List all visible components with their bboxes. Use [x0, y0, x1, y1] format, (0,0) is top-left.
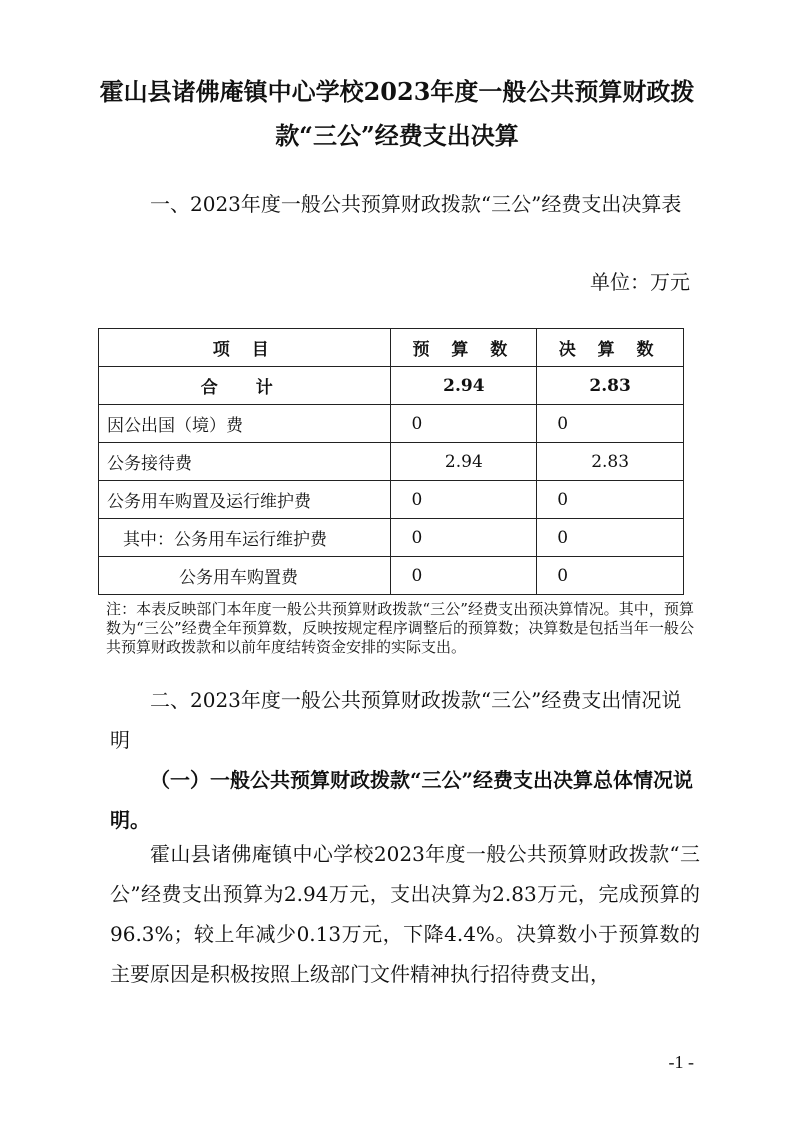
row-final: 2.83	[537, 443, 684, 481]
total-budget: 2.94	[391, 367, 537, 405]
unit-label: 单位：万元	[590, 270, 690, 294]
section1-heading: 一、2023年度一般公共预算财政拨款“三公”经费支出决算表	[150, 192, 682, 216]
total-final: 2.83	[537, 367, 684, 405]
document-title: 霍山县诸佛庵镇中心学校2023年度一般公共预算财政拨款“三公”经费支出决算	[99, 77, 695, 150]
header-budget: 预 算 数	[391, 329, 537, 367]
row-final: 0	[537, 557, 684, 595]
page-number: -1 -	[668, 1052, 694, 1072]
body-paragraph: 霍山县诸佛庵镇中心学校2023年度一般公共预算财政拨款“三公”经费支出预算为2.94万元，支出决算为2.83万元，完成预算的96.3%；较上年减少0.13万元，下降4.4%。决算数小于预算数的主要原因是积极按照上级部门文件精神执行招待费支出，	[110, 842, 700, 986]
row-budget: 0	[391, 481, 537, 519]
table-row	[99, 557, 684, 595]
row-label: 因公出国（境）费	[99, 405, 391, 443]
row-budget: 2.94	[391, 443, 537, 481]
section2-heading: 二、2023年度一般公共预算财政拨款“三公”经费支出情况说明	[110, 688, 682, 752]
row-budget: 0	[391, 557, 537, 595]
row-label: 公务用车购置费	[99, 557, 391, 595]
table-total-row	[99, 367, 684, 405]
row-final: 0	[537, 481, 684, 519]
row-label: 公务接待费	[99, 443, 391, 481]
row-budget: 0	[391, 405, 537, 443]
table-row	[99, 481, 684, 519]
table-row	[99, 519, 684, 557]
budget-table	[98, 328, 684, 595]
table-row	[99, 405, 684, 443]
row-budget: 0	[391, 519, 537, 557]
table-row	[99, 443, 684, 481]
header-item: 项 目	[99, 329, 391, 367]
total-label: 合 计	[99, 367, 391, 405]
row-final: 0	[537, 519, 684, 557]
table-header-row	[99, 329, 684, 367]
row-label: 其中：公务用车运行维护费	[99, 519, 391, 557]
subheading-overall: （一）一般公共预算财政拨款“三公”经费支出决算总体情况说明。	[110, 768, 694, 832]
table-note: 注：本表反映部门本年度一般公共预算财政拨款“三公”经费支出预决算情况。其中，预算数为“三公”经费全年预算数，反映按规定程序调整后的预算数；决算数是包括当年一般公共预算财政拨款和以前年度结转资金安排的实际支出。	[106, 600, 694, 656]
row-label: 公务用车购置及运行维护费	[99, 481, 391, 519]
row-final: 0	[537, 405, 684, 443]
header-final: 决 算 数	[537, 329, 684, 367]
